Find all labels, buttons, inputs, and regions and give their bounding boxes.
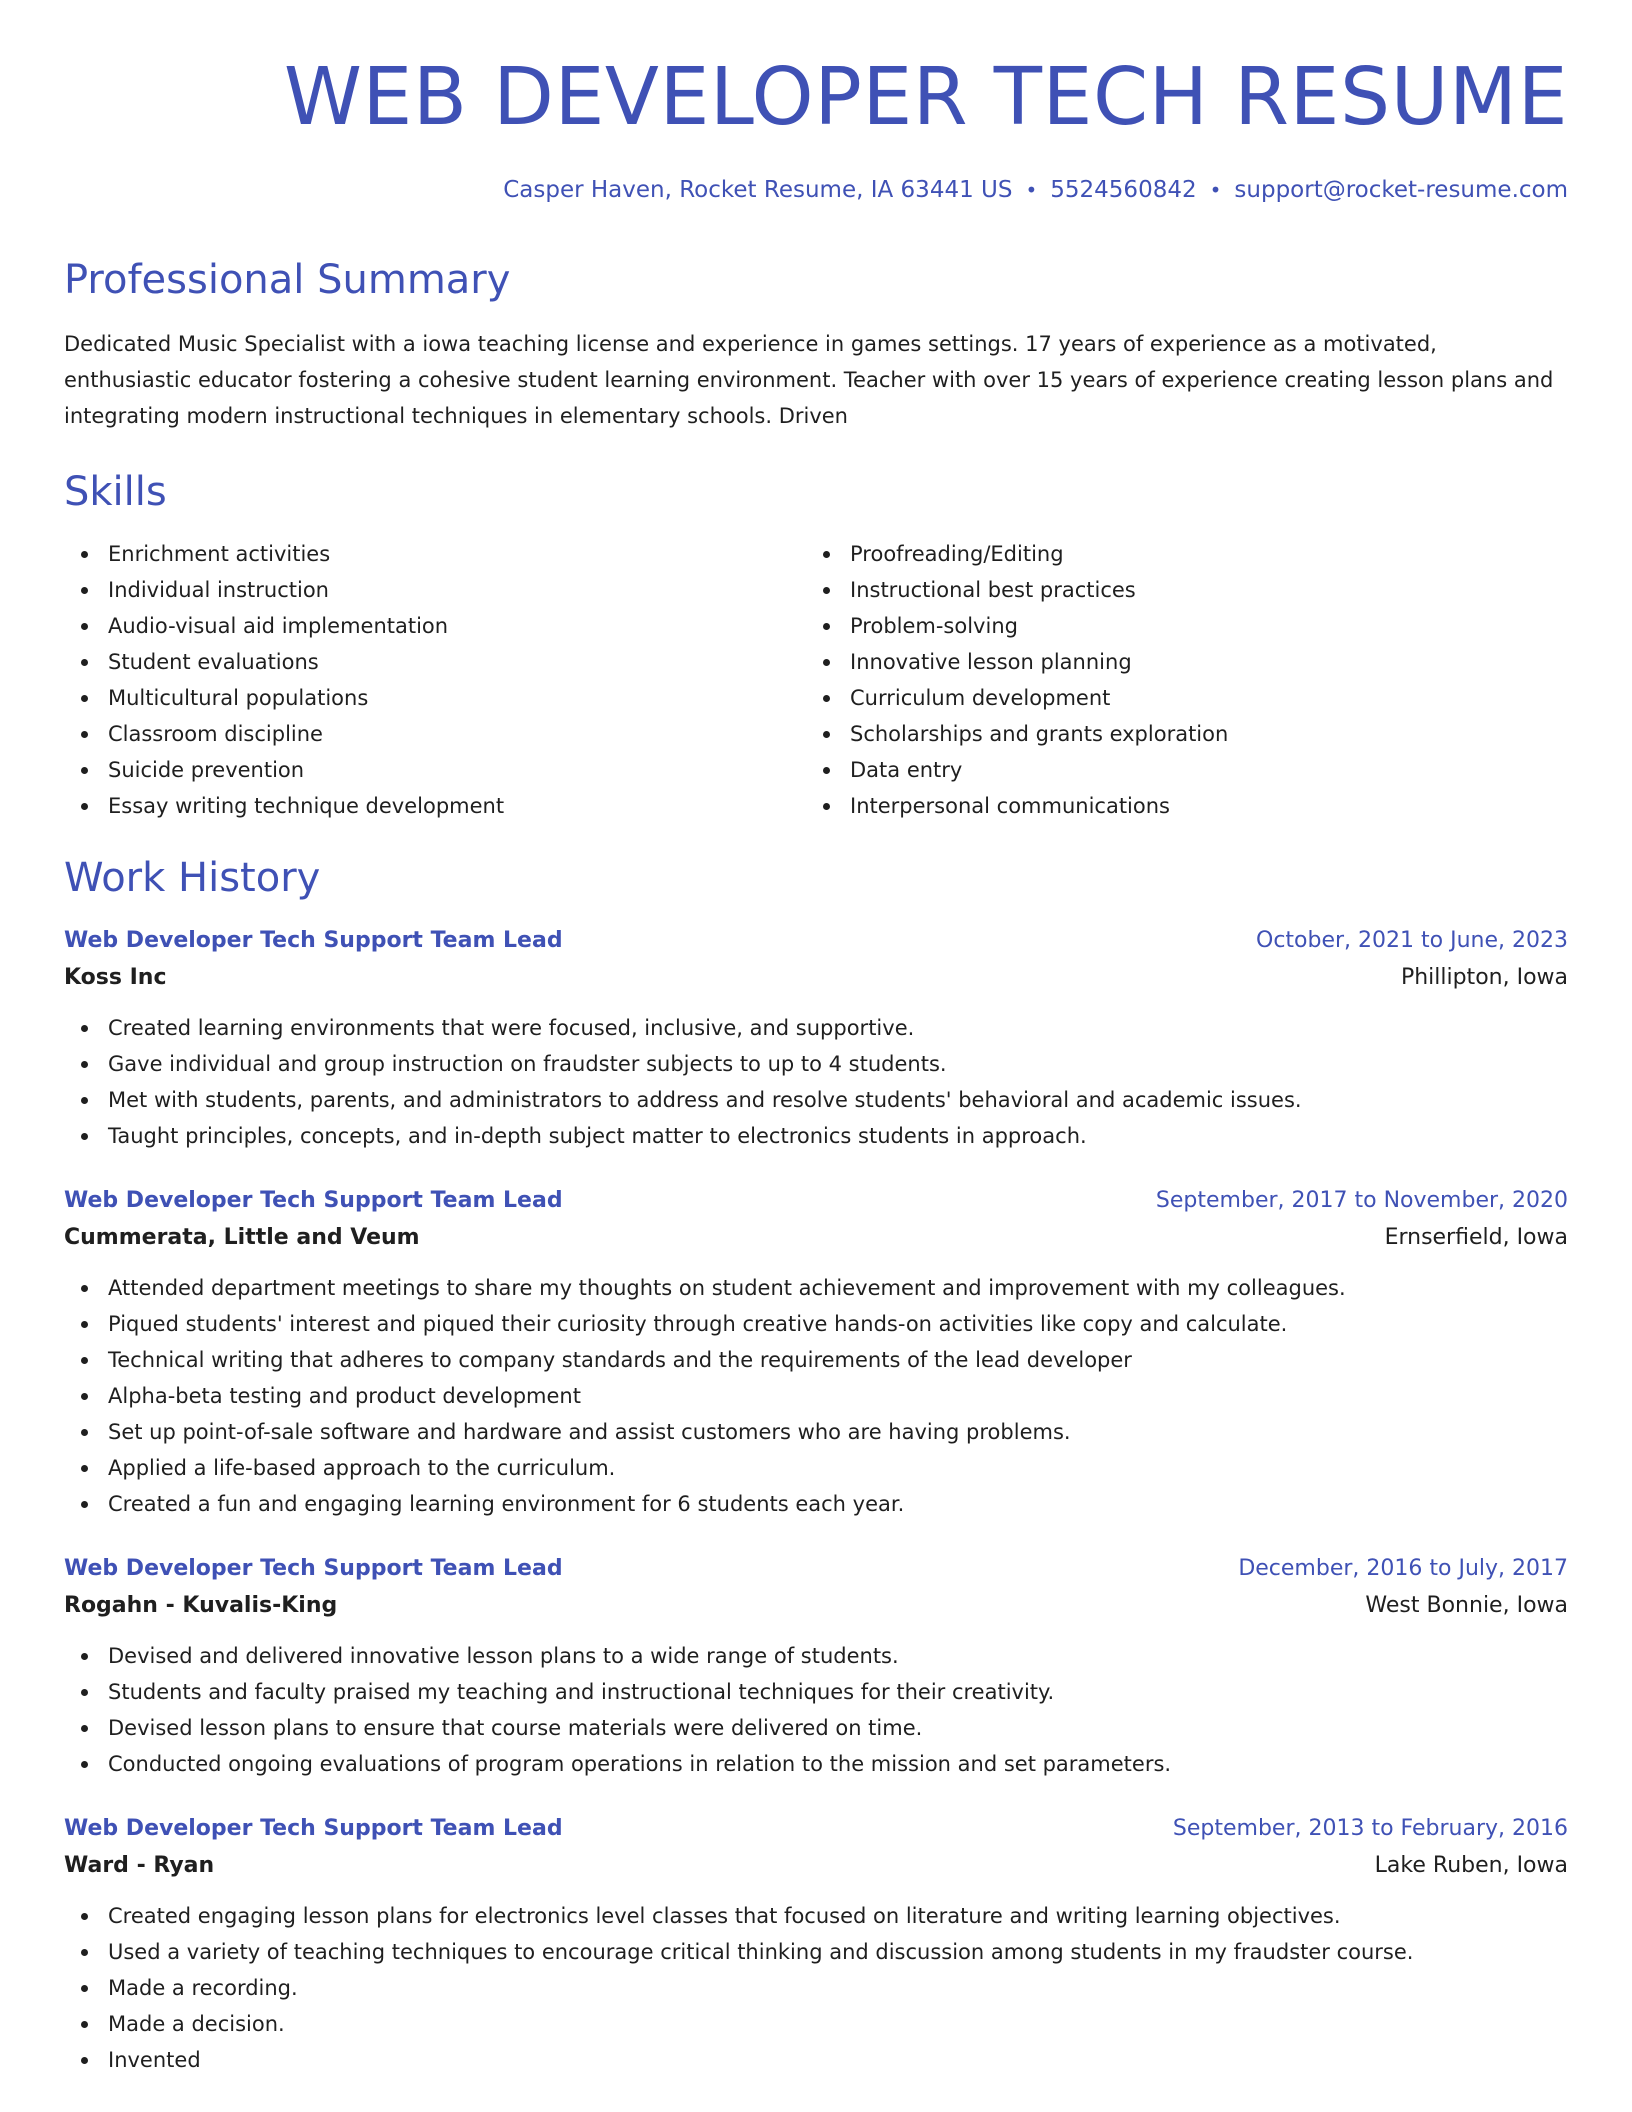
skill-item: Audio-visual aid implementation (64, 608, 806, 644)
job-duty: Used a variety of teaching techniques to encourage critical thinking and discussion among students in my fraudster course. (64, 1934, 1568, 1970)
skills-column-right (806, 536, 1548, 824)
job-title: Web Developer Tech Support Team Lead (64, 1188, 563, 1213)
skill-item: Classroom discipline (64, 716, 806, 752)
job-location: West Bonnie, Iowa (1365, 1593, 1568, 1618)
job-dates: October, 2021 to June, 2023 (1256, 928, 1568, 953)
contact-email: support@rocket-resume.com (1234, 177, 1568, 203)
job-duty: Gave individual and group instruction on fraudster subjects to up to 4 students. (64, 1046, 1568, 1082)
skill-item: Interpersonal communications (806, 788, 1548, 824)
contact-address: Casper Haven, Rocket Resume, IA 63441 US (503, 177, 1013, 203)
summary-text: Dedicated Music Specialist with a iowa teaching license and experience in games settings. 17 years of experience as a motivated, enthusiastic educator fostering a cohesive student learning environment. Teacher with over 15 years of experience creating lesson plans and integrating modern instructional techniques in elementary schools. Driven (64, 332, 1554, 428)
job-duties (64, 1270, 1568, 1522)
job-location: Lake Ruben, Iowa (1374, 1853, 1568, 1878)
job-duty: Devised and delivered innovative lesson plans to a wide range of students. (64, 1638, 1568, 1674)
skill-item: Student evaluations (64, 644, 806, 680)
job-duty: Set up point-of-sale software and hardware and assist customers who are having problems. (64, 1414, 1568, 1450)
job-duty: Invented (64, 2042, 1568, 2078)
job-company: Cummerata, Little and Veum (64, 1225, 420, 1250)
job-duty: Conducted ongoing evaluations of program operations in relation to the mission and set parameters. (64, 1746, 1568, 1782)
contact-phone: 5524560842 (1050, 177, 1197, 203)
job-duties (64, 1638, 1568, 1782)
skill-item: Curriculum development (806, 680, 1548, 716)
job-duties (64, 1010, 1568, 1154)
job-duty: Piqued students' interest and piqued their curiosity through creative hands-on activities like copy and calculate. (64, 1306, 1568, 1342)
job-entry (64, 924, 1568, 1154)
skill-item: Instructional best practices (806, 572, 1548, 608)
job-duty: Created a fun and engaging learning environment for 6 students each year. (64, 1486, 1568, 1522)
skill-item: Enrichment activities (64, 536, 806, 572)
skill-item: Innovative lesson planning (806, 644, 1548, 680)
skill-item: Suicide prevention (64, 752, 806, 788)
job-dates: December, 2016 to July, 2017 (1238, 1556, 1568, 1581)
job-duty: Technical writing that adheres to company standards and the requirements of the lead developer (64, 1342, 1568, 1378)
skill-item: Data entry (806, 752, 1548, 788)
job-entry (64, 1552, 1568, 1782)
job-duty: Created learning environments that were focused, inclusive, and supportive. (64, 1010, 1568, 1046)
skill-item: Proofreading/Editing (806, 536, 1548, 572)
job-duty: Students and faculty praised my teaching and instructional techniques for their creativity. (64, 1674, 1568, 1710)
summary-heading: Professional Summary (64, 257, 511, 303)
job-entry (64, 1184, 1568, 1522)
resume-page (64, 0, 1568, 2078)
job-title: Web Developer Tech Support Team Lead (64, 928, 563, 953)
job-duty: Made a decision. (64, 2006, 1568, 2042)
job-title: Web Developer Tech Support Team Lead (64, 1556, 563, 1581)
job-duty: Attended department meetings to share my thoughts on student achievement and improvement with my colleagues. (64, 1270, 1568, 1306)
skill-item: Individual instruction (64, 572, 806, 608)
job-dates: September, 2013 to February, 2016 (1172, 1816, 1568, 1841)
job-location: Phillipton, Iowa (1400, 965, 1568, 990)
skill-item: Problem-solving (806, 608, 1548, 644)
skill-item: Essay writing technique development (64, 788, 806, 824)
job-duty: Met with students, parents, and administrators to address and resolve students' behavioral and academic issues. (64, 1082, 1568, 1118)
work-history-heading: Work History (64, 855, 321, 901)
job-entry (64, 1812, 1568, 2078)
job-duty: Made a recording. (64, 1970, 1568, 2006)
job-duty: Created engaging lesson plans for electronics level classes that focused on literature and writing learning objectives. (64, 1898, 1568, 1934)
skills-heading: Skills (64, 469, 167, 515)
job-duty: Devised lesson plans to ensure that course materials were delivered on time. (64, 1710, 1568, 1746)
job-duty: Applied a life-based approach to the curriculum. (64, 1450, 1568, 1486)
job-dates: September, 2017 to November, 2020 (1155, 1188, 1568, 1213)
job-duty: Alpha-beta testing and product development (64, 1378, 1568, 1414)
job-duties (64, 1898, 1568, 2078)
contact-separator: • (1025, 178, 1038, 202)
job-title: Web Developer Tech Support Team Lead (64, 1816, 563, 1841)
job-company: Ward - Ryan (64, 1853, 215, 1878)
resume-title: WEB DEVELOPER TECH RESUME (283, 51, 1568, 143)
skills-list (64, 536, 1568, 824)
skill-item: Scholarships and grants exploration (806, 716, 1548, 752)
job-company: Koss Inc (64, 965, 167, 990)
contact-separator: • (1209, 178, 1222, 202)
skill-item: Multicultural populations (64, 680, 806, 716)
contact-line (64, 179, 1568, 202)
job-duty: Taught principles, concepts, and in-depth subject matter to electronics students in approach. (64, 1118, 1568, 1154)
skills-column-left (64, 536, 806, 824)
job-company: Rogahn - Kuvalis-King (64, 1593, 338, 1618)
job-location: Ernserfield, Iowa (1384, 1225, 1568, 1250)
